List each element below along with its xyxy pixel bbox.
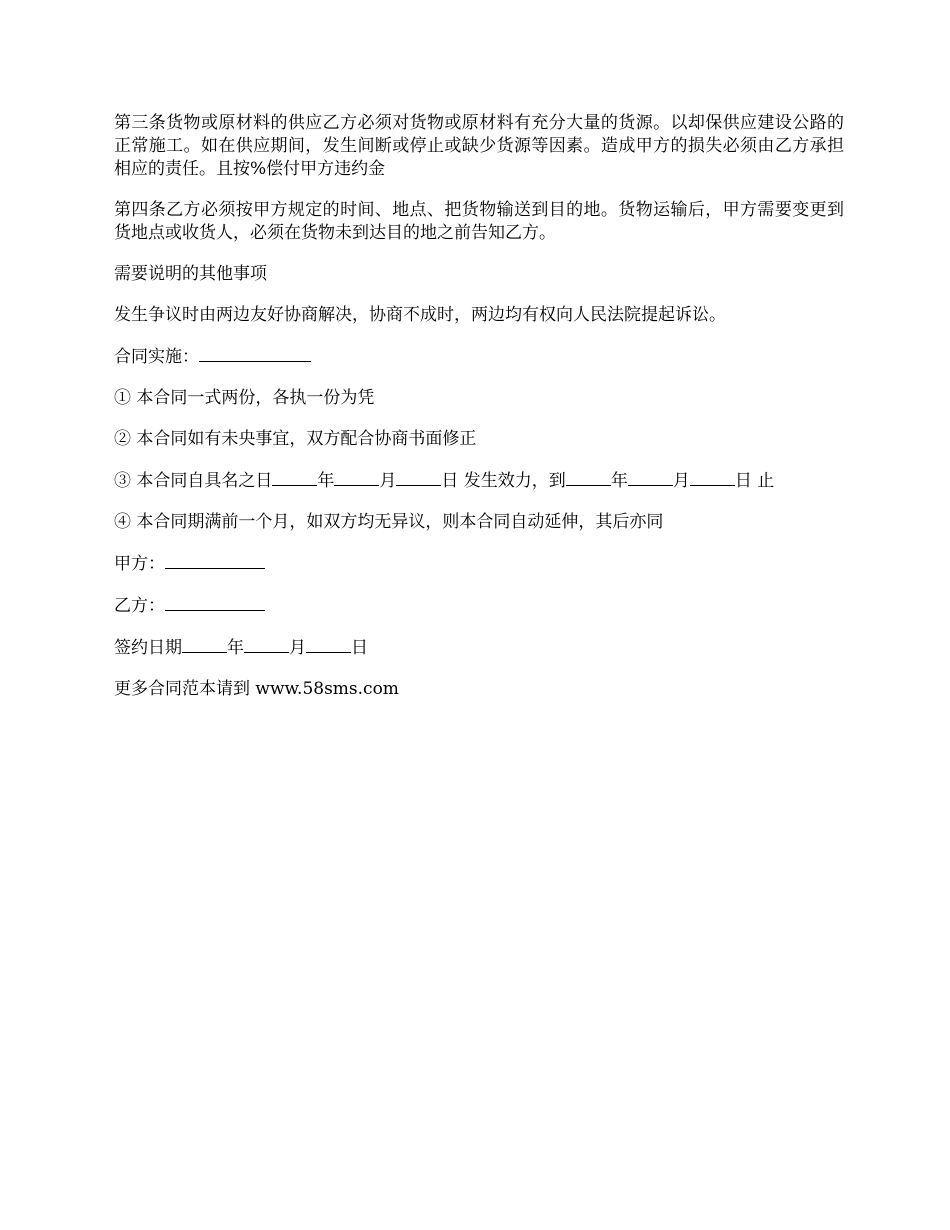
sign-year-label: 年 bbox=[227, 638, 244, 658]
clause-three: 第三条货物或原材料的供应乙方必须对货物或原材料有充分大量的货源。以却保供应建设公路的正常施工。如在供应期间，发生间断或停止或缺少货源等因素。造成甲方的损失必须由乙方承担相应的责任。且按%偿付甲方违约金 bbox=[114, 113, 844, 179]
start-year-blank bbox=[272, 469, 317, 486]
end-year-blank bbox=[566, 469, 611, 486]
start-year-label: 年 bbox=[317, 471, 335, 491]
sign-date-label: 签约日期 bbox=[114, 638, 182, 658]
party-b-blank bbox=[165, 594, 265, 611]
sign-date-line bbox=[114, 636, 844, 660]
clause-four: 第四条乙方必须按甲方规定的时间、地点、把货物输送到目的地。货物运输后，甲方需要变更到货地点或收货人，必须在货物未到达目的地之前告知乙方。 bbox=[114, 200, 844, 243]
party-b-line bbox=[114, 594, 844, 618]
start-month-label: 月 bbox=[379, 471, 397, 491]
sign-day-label: 日 bbox=[351, 638, 368, 658]
item-four: ④ 本合同期满前一个月，如双方均无异议，则本合同自动延伸，其后亦同 bbox=[114, 512, 664, 532]
party-a-line bbox=[114, 552, 844, 576]
item-three bbox=[114, 469, 844, 493]
item-two: ② 本合同如有未央事宜，双方配合协商书面修正 bbox=[114, 429, 477, 449]
dispute-clause: 发生争议时由两边友好协商解决，协商不成时，两边均有权向人民法院提起诉讼。 bbox=[114, 305, 726, 325]
footer-link-text: 更多合同范本请到 www.58sms.com bbox=[114, 679, 399, 699]
end-month-blank bbox=[628, 469, 673, 486]
document-page bbox=[114, 112, 844, 719]
party-b-label: 乙方： bbox=[114, 596, 165, 616]
effect-text: 日 发生效力，到 bbox=[441, 471, 566, 491]
start-month-blank bbox=[334, 469, 379, 486]
end-month-label: 月 bbox=[672, 471, 690, 491]
start-day-blank bbox=[396, 469, 441, 486]
end-year-label: 年 bbox=[610, 471, 628, 491]
party-a-label: 甲方： bbox=[114, 554, 165, 574]
sign-year-blank bbox=[182, 636, 227, 653]
party-a-blank bbox=[165, 552, 265, 569]
other-matters-heading: 需要说明的其他事项 bbox=[114, 264, 267, 284]
sign-day-blank bbox=[306, 636, 351, 653]
item-one: ① 本合同一式两份，各执一份为凭 bbox=[114, 388, 375, 408]
end-day-blank bbox=[690, 469, 735, 486]
sign-month-label: 月 bbox=[289, 638, 306, 658]
implementation-line bbox=[114, 345, 844, 369]
implementation-blank bbox=[199, 345, 311, 362]
implementation-label: 合同实施： bbox=[114, 347, 199, 367]
end-text: 日 止 bbox=[734, 471, 775, 491]
sign-month-blank bbox=[244, 636, 289, 653]
item-three-prefix: ③ 本合同自具名之日 bbox=[114, 471, 273, 491]
